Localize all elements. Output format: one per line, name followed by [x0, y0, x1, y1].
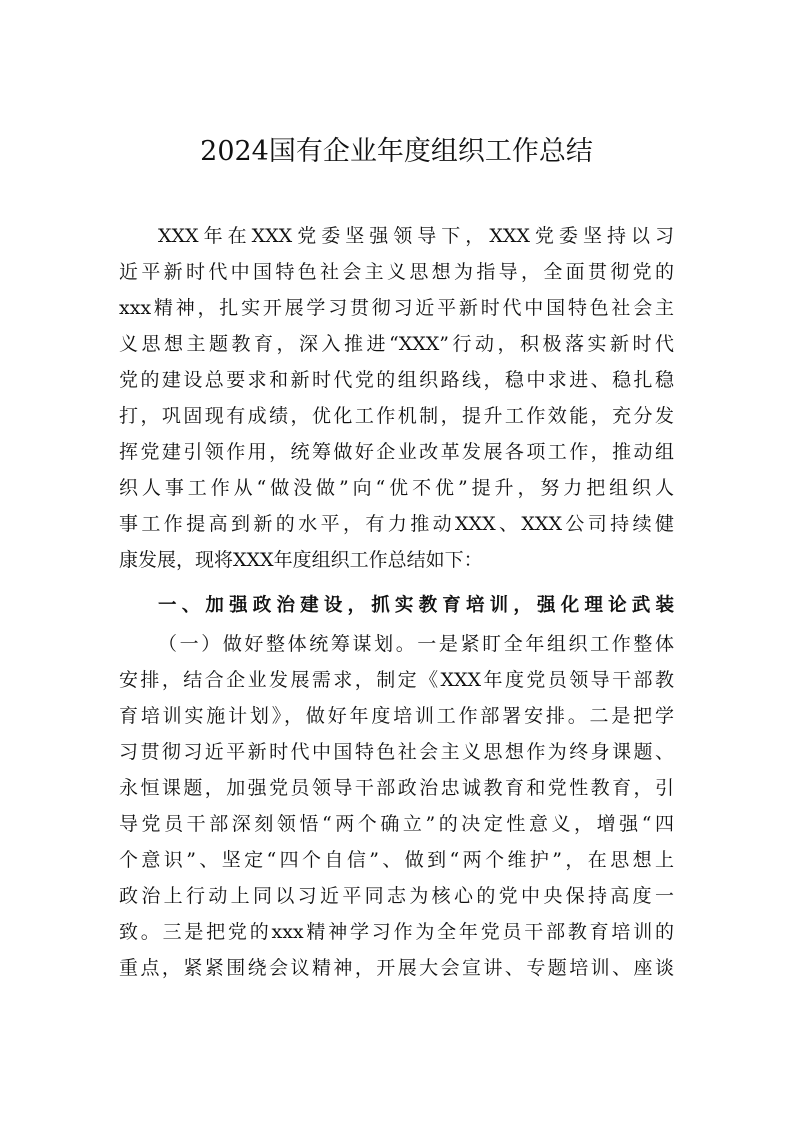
intro-line: 义思想主题教育，深入推进“XXX”行动，积极落实新时代: [119, 333, 674, 355]
intro-line: 近平新时代中国特色社会主义思想为指导，全面贯彻党的: [119, 261, 674, 283]
intro-line: 打，巩固现有成绩，优化工作机制，提升工作效能，充分发: [119, 405, 674, 427]
intro-line: 事工作提高到新的水平，有力推动XXX、XXX公司持续健: [119, 513, 674, 535]
body-line: 育培训实施计划》，做好年度培训工作部署安排。二是把学: [119, 705, 674, 727]
body-line: 安排，结合企业发展需求，制定《XXX年度党员领导干部教: [119, 669, 674, 691]
body-line: 习贯彻习近平新时代中国特色社会主义思想作为终身课题、: [119, 741, 674, 763]
intro-line: xxx精神，扎实开展学习贯彻习近平新时代中国特色社会主: [119, 297, 674, 319]
body-line: 政治上行动上同以习近平同志为核心的党中央保持高度一: [119, 885, 674, 907]
section-heading: 一、加强政治建设，抓实教育培训，强化理论武装: [158, 595, 674, 616]
body-line: 重点，紧紧围绕会议精神，开展大会宣讲、专题培训、座谈: [119, 957, 674, 979]
body-line: （一）做好整体统筹谋划。一是紧盯全年组织工作整体: [158, 633, 674, 655]
body-line: 导党员干部深刻领悟“两个确立”的决定性意义，增强“四: [119, 813, 674, 835]
intro-line: 康发展，现将XXX年度组织工作总结如下：: [119, 549, 483, 571]
body-line: 永恒课题，加强党员领导干部政治忠诚教育和党性教育，引: [119, 777, 674, 799]
intro-line: 党的建设总要求和新时代党的组织路线，稳中求进、稳扎稳: [119, 369, 674, 391]
intro-line: 织人事工作从“做没做”向“优不优”提升，努力把组织人: [119, 477, 674, 499]
body-line: 个意识”、坚定“四个自信”、做到“两个维护”，在思想上: [119, 849, 674, 871]
document-title: 2024国有企业年度组织工作总结: [200, 136, 593, 167]
intro-line: 挥党建引领作用，统筹做好企业改革发展各项工作，推动组: [119, 441, 674, 463]
body-line: 致。三是把党的xxx精神学习作为全年党员干部教育培训的: [119, 921, 674, 943]
intro-line: XXX年在XXX党委坚强领导下，XXX党委坚持以习: [158, 225, 674, 247]
